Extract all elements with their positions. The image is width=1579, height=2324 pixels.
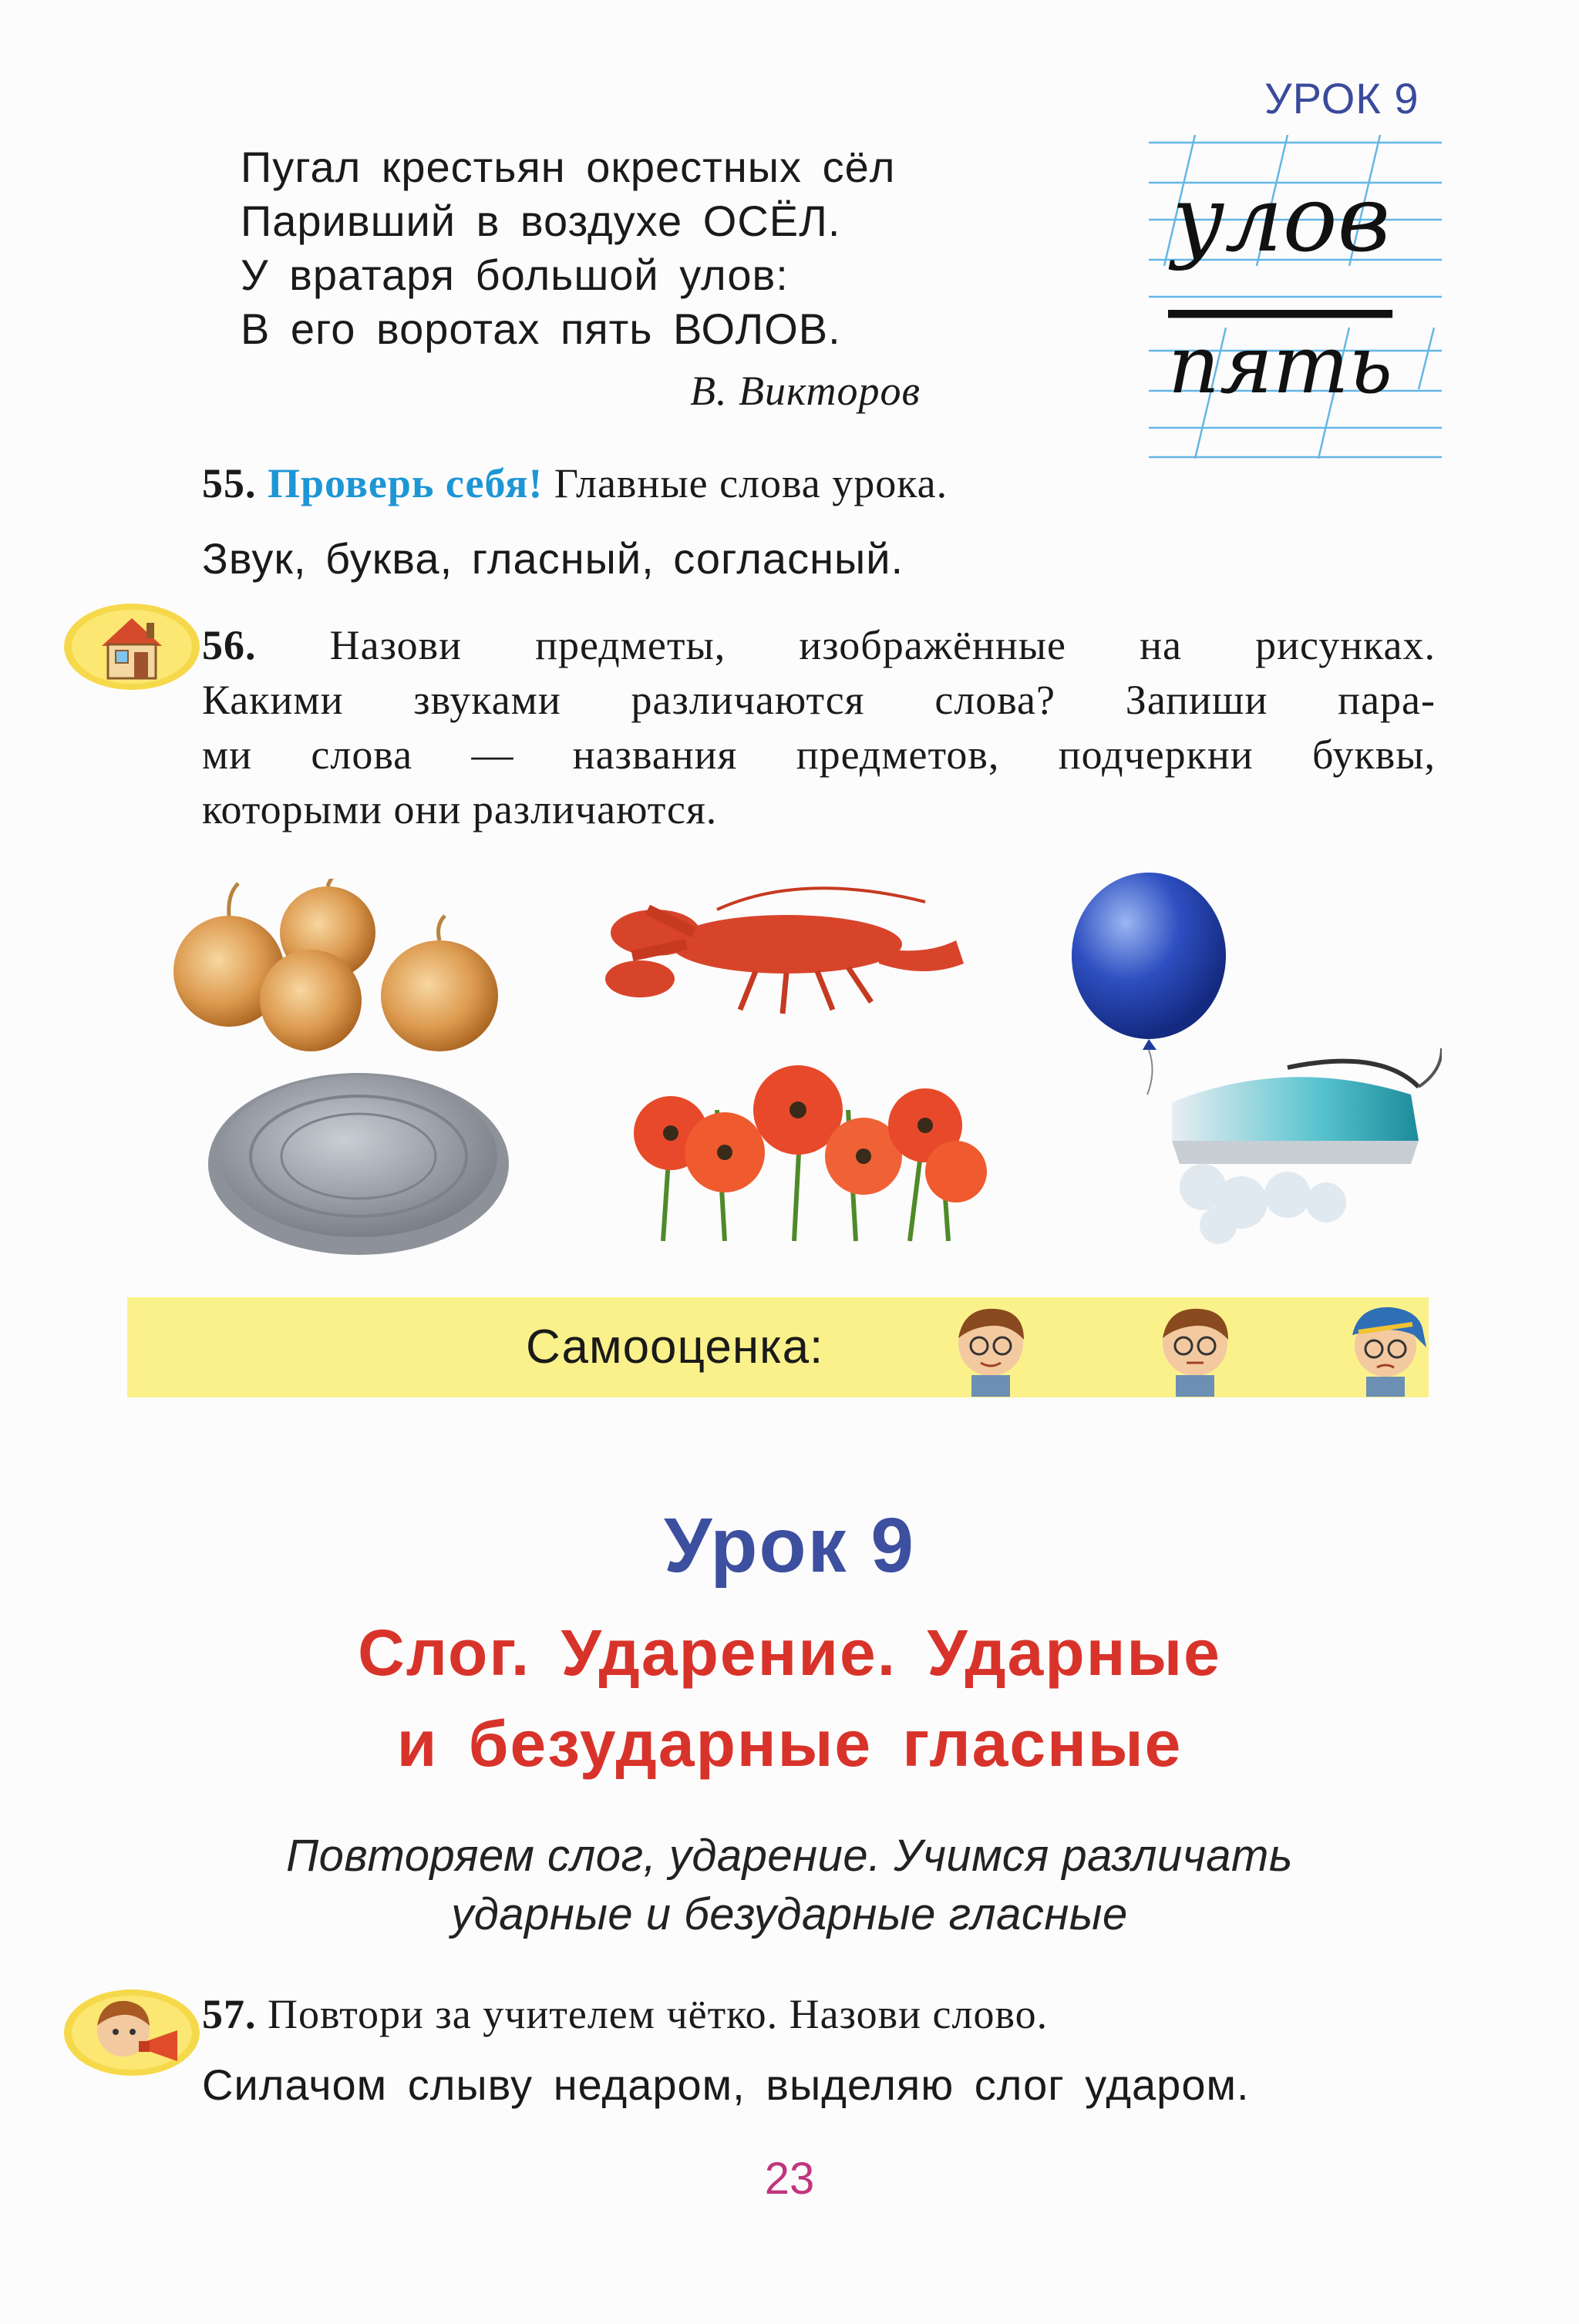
lesson-title: Урок 9 [663, 1502, 915, 1589]
copybook-word: улов [1172, 166, 1391, 272]
crayfish [605, 888, 964, 1014]
task-line: 56. Назови предметы, изображённые на рисунках. [202, 622, 1436, 668]
task-number: 56. [202, 622, 257, 668]
poem-line: Паривший в воздухе ОСЁЛ. [241, 197, 841, 245]
running-head: УРОК 9 [1264, 74, 1419, 123]
copybook-handwriting [1149, 135, 1442, 459]
lesson-subtitle-line: и безударные гласные [396, 1707, 1183, 1780]
task-line: которыми они различаются. [202, 786, 718, 832]
crayfish-and-poppies-picture [601, 879, 1002, 1249]
task-number: 57. [202, 1991, 257, 2037]
task-56 [202, 618, 1436, 837]
task-55 [202, 459, 1436, 507]
boy-face-icon[interactable] [1153, 1301, 1237, 1397]
poppies [634, 1065, 987, 1241]
balloon-and-iron-picture [1056, 871, 1442, 1256]
poem-line: В его воротах пять ВОЛОВ. [241, 304, 841, 353]
lesson-intro [0, 1827, 1579, 1944]
task-line: Какими звуками различаются слова? Запиши пара- [202, 677, 1436, 723]
task-number: 55. [202, 460, 257, 506]
check-yourself-label: Проверь себя! [268, 460, 544, 506]
poem-line: Пугал крестьян окрестных сёл [241, 143, 896, 191]
poem-author: В. Викторов [690, 368, 921, 414]
poem-line: У вратаря большой улов: [241, 251, 789, 299]
lesson-intro-line: Повторяем слог, ударение. Учимся различать [286, 1831, 1293, 1881]
copybook-word: пять [1168, 318, 1393, 412]
task-text: Главные слова урока. [554, 460, 948, 506]
task-text: Повтори за учителем чётко. Назови слово. [268, 1991, 1049, 2037]
page-number: 23 [764, 2154, 815, 2204]
poem [241, 140, 895, 356]
iron [1172, 1048, 1442, 1244]
house-icon [62, 601, 202, 692]
balloon [1072, 873, 1226, 1095]
onion [381, 916, 498, 1051]
task-57 [202, 1990, 1436, 2038]
boy-with-megaphone-icon [62, 1987, 202, 2078]
tongue-twister: Силачом слыву недаром, выделяю слог ударом. [202, 2060, 1250, 2109]
boy-with-cap-icon[interactable] [1343, 1301, 1428, 1397]
onion [260, 950, 362, 1051]
self-assessment-label: Самооценка: [526, 1320, 824, 1374]
lesson-intro-line: ударные и безударные гласные [451, 1889, 1128, 1939]
task-line: ми слова — названия предметов, подчеркни буквы, [202, 732, 1436, 778]
key-words: Звук, буква, гласный, согласный. [202, 534, 904, 583]
lesson-subtitle [0, 1607, 1579, 1789]
onions-and-manhole-picture [173, 879, 536, 1264]
boy-face-icon[interactable] [948, 1301, 1033, 1397]
lesson-subtitle-line: Слог. Ударение. Ударные [358, 1616, 1221, 1689]
